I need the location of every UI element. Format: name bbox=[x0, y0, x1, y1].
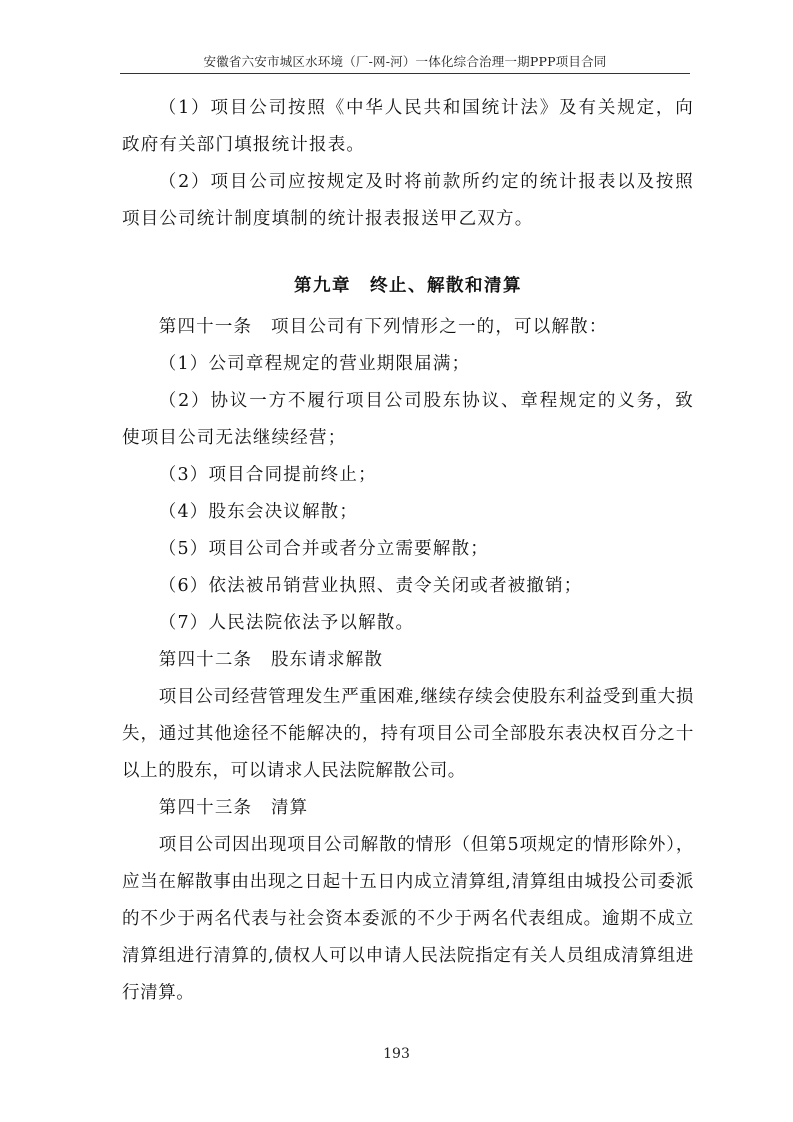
article-41-heading: 第四十一条 项目公司有下列情形之一的，可以解散： bbox=[158, 317, 608, 337]
article-41-item-4: （4）股东会决议解散； bbox=[158, 502, 359, 522]
article-43-heading: 第四十三条 清算 bbox=[158, 798, 309, 818]
running-header: 安徽省六安市城区水环境（厂-网-河）一体化综合治理一期PPP项目合同 bbox=[203, 54, 607, 69]
paragraph-statistics-1: （1）项目公司按照《中华人民共和国统计法》及有关规定，向政府有关部门填报统计报表。 bbox=[122, 98, 694, 155]
article-41-item-5: （5）项目公司合并或者分立需要解散； bbox=[158, 539, 489, 559]
article-41-item-3: （3）项目合同提前终止； bbox=[158, 465, 377, 485]
article-41-item-6: （6）依法被吊销营业执照、责令关闭或者被撤销； bbox=[158, 576, 583, 596]
paragraph-statistics-2: （2）项目公司应按规定及时将前款所约定的统计报表以及按照项目公司统计制度填制的统计报表报送甲乙双方。 bbox=[122, 172, 694, 229]
header-divider bbox=[120, 73, 690, 74]
chapter-heading: 第九章 终止、解散和清算 bbox=[294, 276, 522, 296]
page-number: 193 bbox=[383, 1046, 410, 1062]
article-43-body: 项目公司因出现项目公司解散的情形（但第5项规定的情形除外），应当在解散事由出现之日起十五日内成立清算组,清算组由城投公司委派的不少于两名代表与社会资本委派的不少于两名代表组成。逾期不成立清算组进行清算的,债权人可以申请人民法院指定有关人员组成清算组进行清算。 bbox=[122, 835, 694, 1003]
article-41-item-1: （1）公司章程规定的营业期限届满； bbox=[158, 354, 471, 374]
article-42-body: 项目公司经营管理发生严重困难,继续存续会使股东利益受到重大损失，通过其他途径不能解决的，持有项目公司全部股东表决权百分之十以上的股东，可以请求人民法院解散公司。 bbox=[122, 687, 694, 781]
article-42-heading: 第四十二条 股东请求解散 bbox=[158, 650, 384, 670]
article-41-item-2: （2）协议一方不履行项目公司股东协议、章程规定的义务，致使项目公司无法继续经营； bbox=[122, 391, 694, 448]
document-body bbox=[122, 90, 694, 1012]
article-41-item-7: （7）人民法院依法予以解散。 bbox=[158, 613, 415, 633]
